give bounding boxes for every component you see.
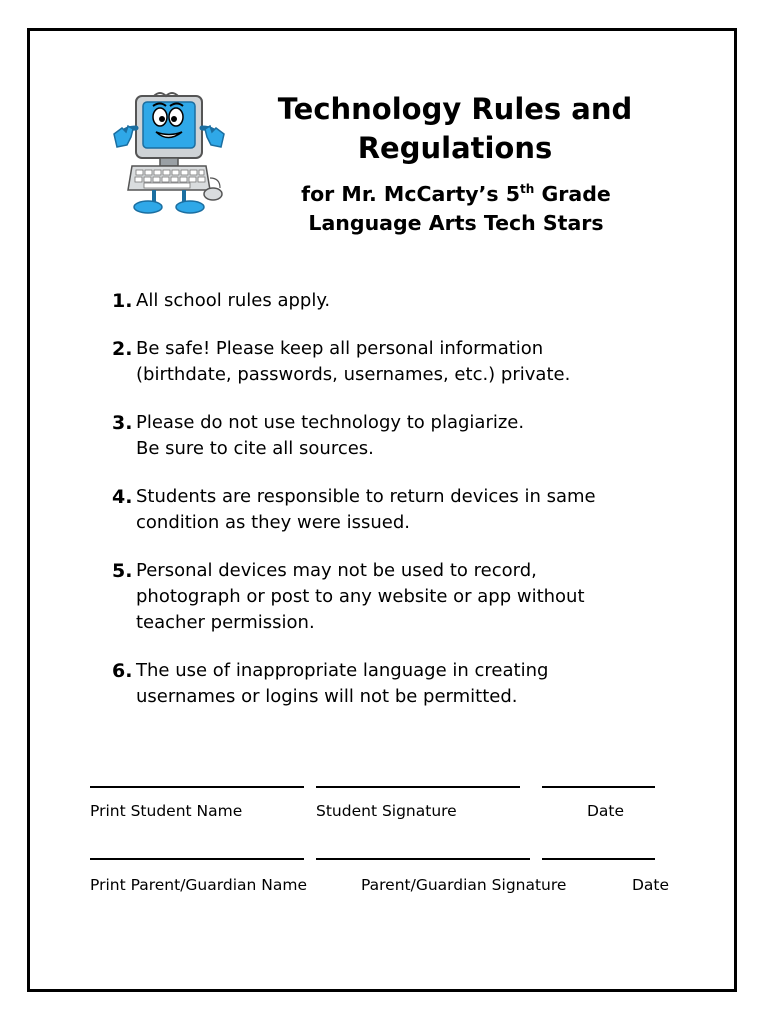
page-title — [250, 90, 660, 168]
rules-list — [112, 288, 692, 732]
parent-signature-label: Parent/Guardian Signature — [361, 876, 567, 894]
page-subtitle — [250, 180, 662, 238]
rule-text: Be safe! Please keep all personal information (birthdate, passwords, usernames, etc.) private. — [136, 338, 571, 385]
parent-date-line — [542, 858, 655, 860]
rule-number: 2. — [112, 338, 133, 360]
rule-item — [112, 336, 692, 388]
parent-signature-line — [316, 858, 530, 860]
rule-number: 1. — [112, 290, 133, 312]
student-date-label: Date — [587, 802, 625, 820]
rule-text: All school rules apply. — [136, 290, 331, 311]
subtitle-line-1 — [250, 180, 662, 209]
subtitle-suffix: Grade — [534, 182, 611, 206]
student-signature-label: Student Signature — [316, 802, 457, 820]
title-line-2: Regulations — [357, 131, 553, 165]
subtitle-line-2: Language Arts Tech Stars — [308, 211, 604, 235]
rule-item — [112, 558, 692, 636]
rule-number: 3. — [112, 412, 133, 434]
student-name-line — [90, 786, 304, 788]
student-signature-line — [316, 786, 520, 788]
rule-item — [112, 288, 692, 314]
rule-text: Please do not use technology to plagiarize. Be sure to cite all sources. — [136, 412, 525, 459]
rule-number: 5. — [112, 560, 133, 582]
computer-mascot-icon — [110, 90, 228, 215]
rule-number: 6. — [112, 660, 133, 682]
subtitle-superscript: th — [520, 182, 535, 197]
rule-item — [112, 658, 692, 710]
title-line-1: Technology Rules and — [277, 92, 633, 126]
rule-text: Personal devices may not be used to record, photograph or post to any website or app without teacher permission. — [136, 560, 585, 633]
rule-text: Students are responsible to return devices in same condition as they were issued. — [136, 486, 596, 533]
rule-item — [112, 484, 692, 536]
student-date-line — [542, 786, 655, 788]
parent-date-label: Date — [632, 876, 670, 894]
parent-name-line — [90, 858, 304, 860]
rule-text: The use of inappropriate language in creating usernames or logins will not be permitted. — [136, 660, 549, 707]
rule-number: 4. — [112, 486, 133, 508]
rule-item — [112, 410, 692, 462]
parent-name-label: Print Parent/Guardian Name — [90, 876, 307, 894]
student-name-label: Print Student Name — [90, 802, 243, 820]
subtitle-prefix: for Mr. McCarty’s 5 — [301, 182, 521, 206]
